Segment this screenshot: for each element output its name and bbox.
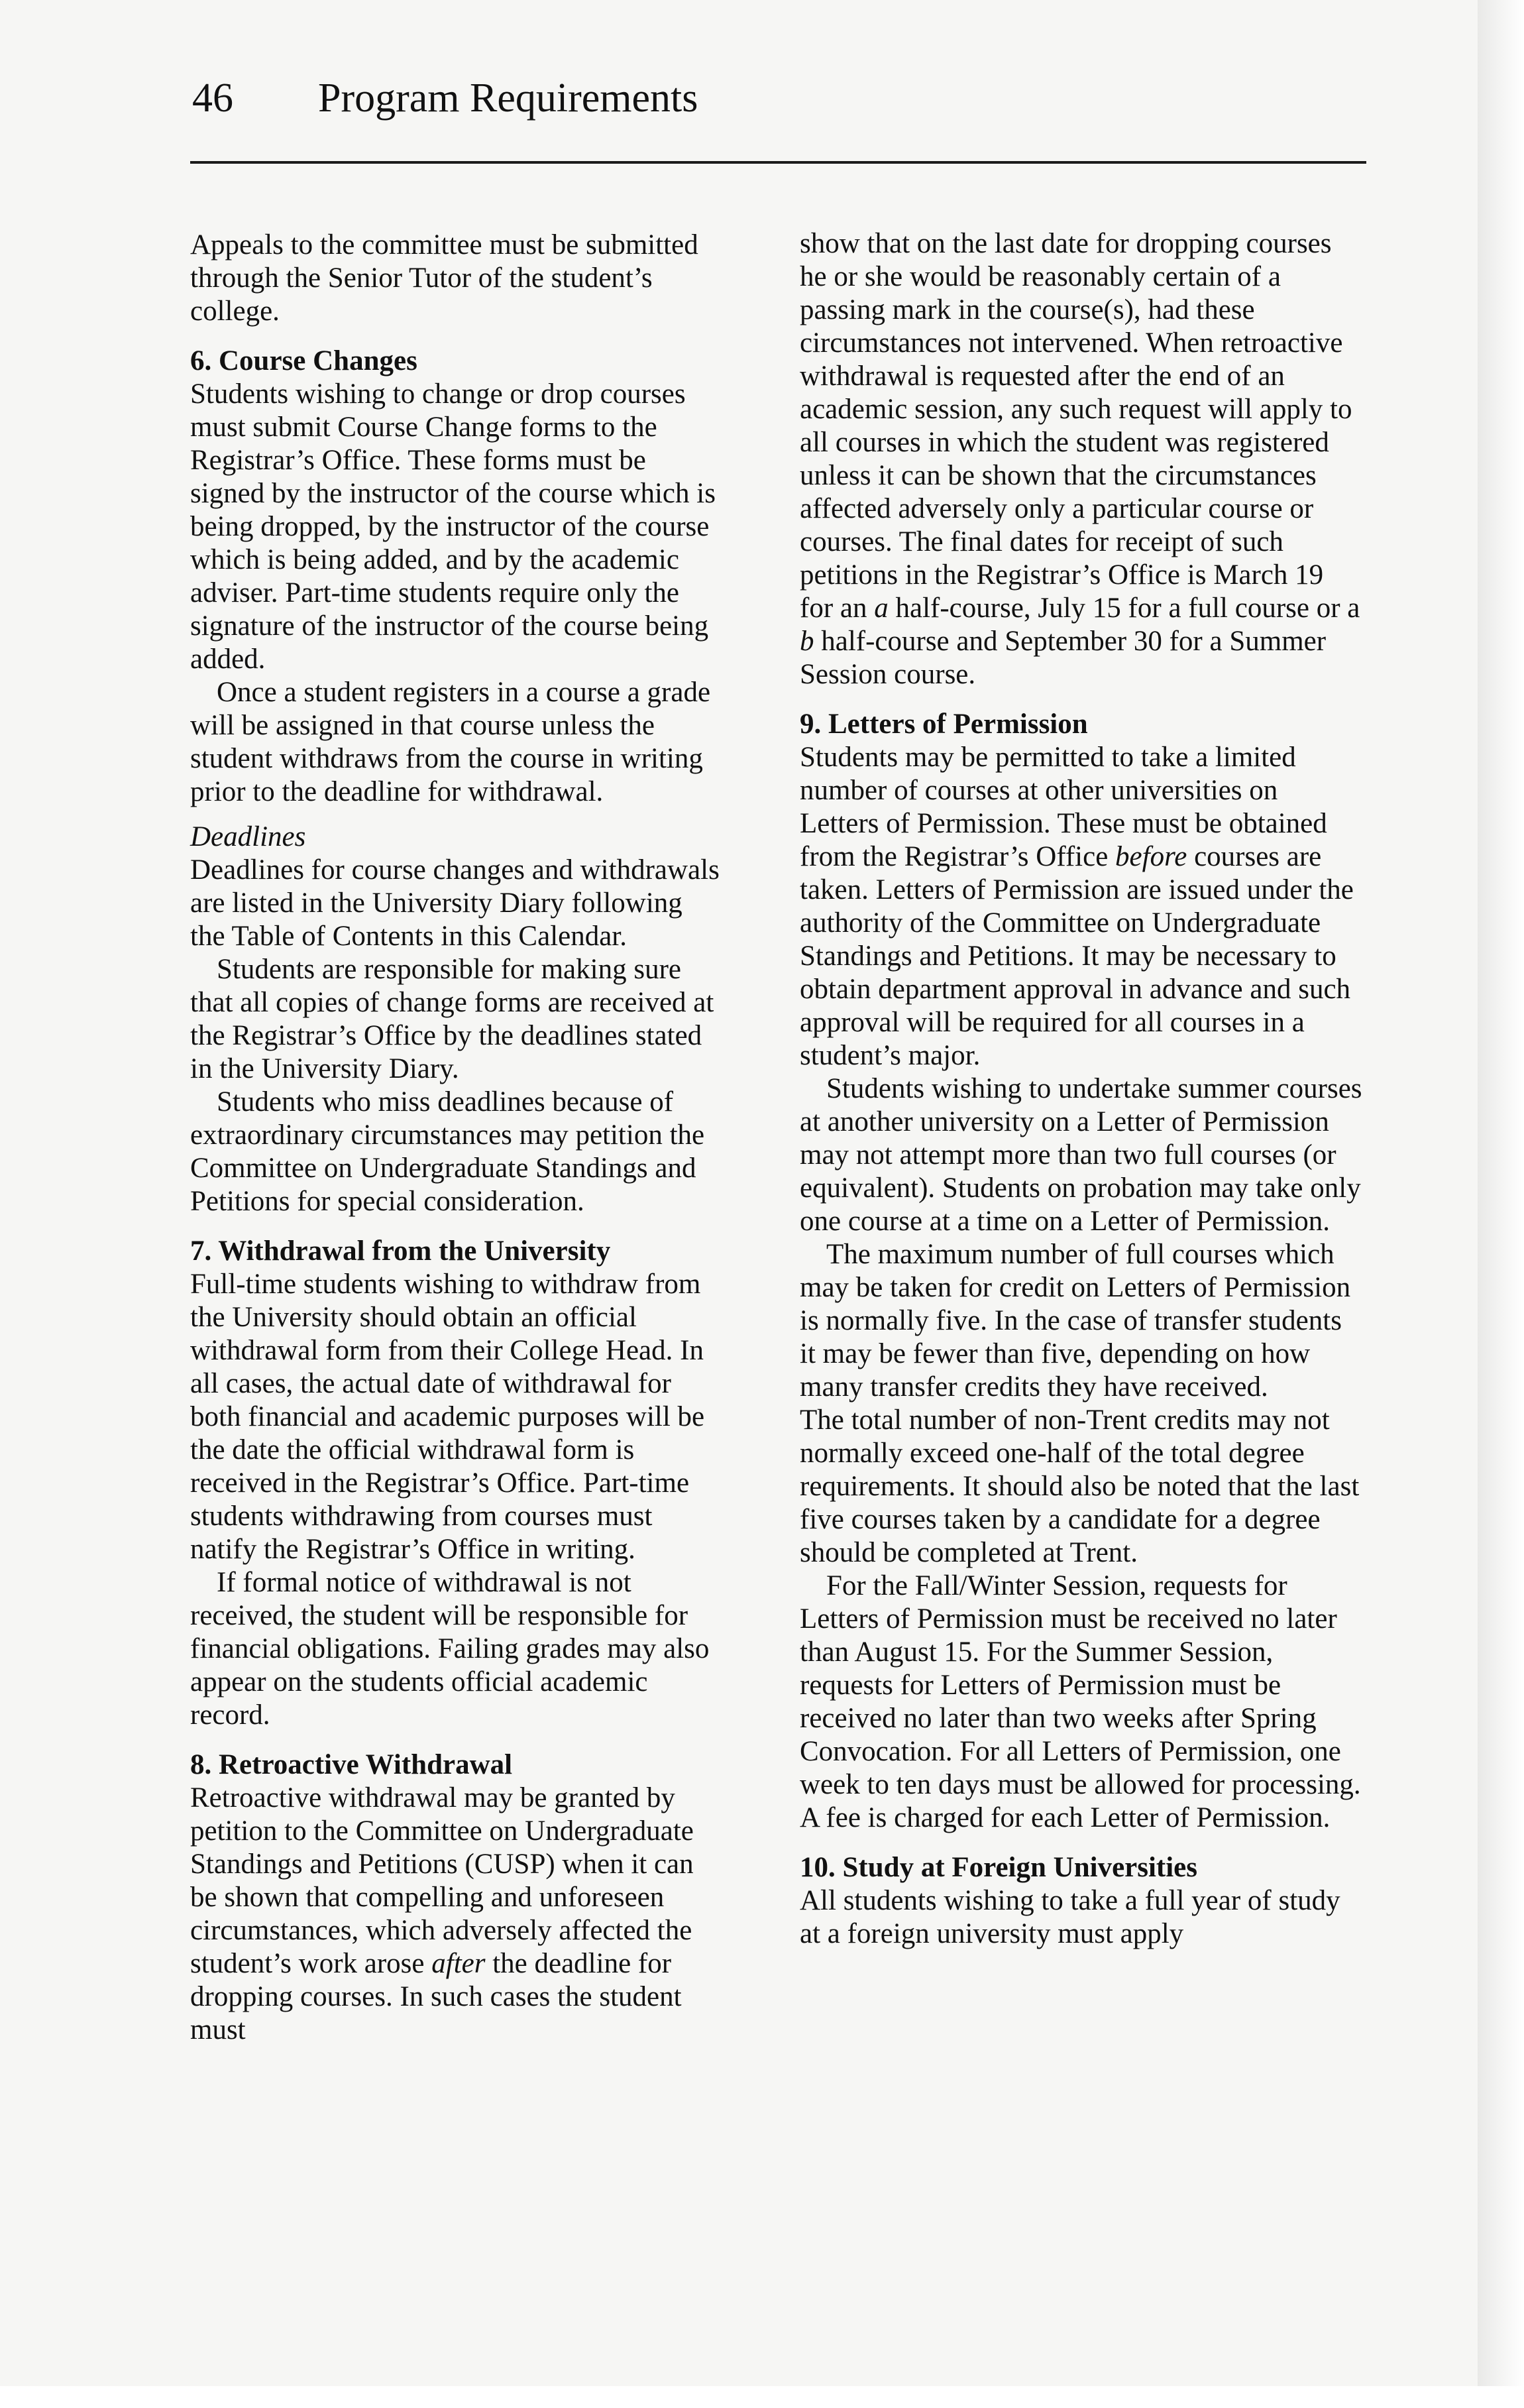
left-column [190, 229, 720, 2047]
section-10-paragraph-1: All students wishing to take a full year of study at a foreign university must apply [800, 1885, 1340, 1949]
section-6-paragraph-4: Students are responsible for making sure that all copies of change forms are received at the Registrar’s Office by the deadlines stated in the University Diary. [190, 954, 714, 1084]
section-9-paragraph-4: The total number of non-Trent credits may not normally exceed one-half of the total degree requirements. It should also be noted that the last five courses taken by a candidate for a degree should be completed at Trent. [800, 1405, 1360, 1568]
deadlines-subheading: Deadlines [190, 821, 306, 852]
section-6-paragraph-2: Once a student registers in a course a grade will be assigned in that course unless the student withdraws from the course in writing prior to the deadline for withdrawal. [190, 677, 711, 807]
section-9-heading: 9. Letters of Permission [800, 709, 1088, 740]
section-9-text-b: courses are taken. Letters of Permission are issued under the authority of the Committee on Undergraduate Standings and Petitions. It may be necessary to obtain department approval in advance and such approval will be required for all courses in a student’s major. [800, 841, 1354, 1071]
section-7-heading: 7. Withdrawal from the University [190, 1235, 611, 1267]
section-8-emphasis: after [431, 1948, 486, 1979]
section-9-paragraph-1 [800, 741, 1363, 1072]
section-9-text-a: Students may be permitted to take a limited number of courses at other universities on Letters of Permission. These must be obtained from the Registrar’s Office [800, 742, 1327, 872]
section-9-paragraph-5: For the Fall/Winter Session, requests for Letters of Permission must be received no later than August 15. For the Summer Session, requests for Letters of Permission must be received no later than two weeks after Spring Convocation. For all Letters of Permission, one week to ten days must be allowed for processing. A fee is charged for each Letter of Permission. [800, 1570, 1361, 1833]
section-9-emphasis: before [1115, 841, 1187, 872]
section-title: Program Requirements [318, 76, 698, 121]
section-8-cont-em-a: a [874, 593, 889, 624]
page-number: 46 [192, 76, 233, 121]
section-7-paragraph-1: Full-time students wishing to withdraw from the University should obtain an official withdrawal form from their College Head. In all cases, the actual date of withdrawal for both financial and academic purposes will be the date the official withdrawal form is received in the Registrar’s Office. Part-time students withdrawing from courses must natify the Registrar’s Office in writing. [190, 1269, 705, 1565]
header-rule [190, 161, 1366, 164]
section-6-heading: 6. Course Changes [190, 345, 417, 376]
section-8-heading: 8. Retroactive Withdrawal [190, 1749, 513, 1780]
section-6-paragraph-5: Students who miss deadlines because of extraordinary circumstances may petition the Committee on Undergraduate Standings and Petitions for special consideration. [190, 1086, 705, 1217]
section-9-paragraph-3: The maximum number of full courses which may be taken for credit on Letters of Permission is normally five. In the case of transfer students it may be fewer than five, depending on how many transfer credits they have received. [800, 1239, 1351, 1403]
section-7-paragraph-2: If formal notice of withdrawal is not received, the student will be responsible for financial obligations. Failing grades may also appear on the students official academic record. [190, 1567, 710, 1731]
page-header [192, 72, 698, 125]
section-8-text-a: Retroactive withdrawal may be granted by petition to the Committee on Undergraduate Standings and Petitions (CUSP) when it can be shown that compelling and unforeseen circumstances, which adversely affected the student’s work arose [190, 1782, 694, 1979]
section-8-cont-text: show that on the last date for dropping courses he or she would be reasonably certain of a passing mark in the course(s), had these circumstances not intervened. When retroactive withdrawal is requested after the end of an academic session, any such request will apply to all courses in which the student was registered unless it can be shown that the circumstances affected adversely only a particular course or courses. The final dates for receipt of such petitions in the Registrar’s Office is March 19 for an [800, 228, 1352, 624]
section-8-cont-em-b: b [800, 626, 814, 657]
section-10-heading: 10. Study at Foreign Universities [800, 1852, 1198, 1883]
section-8-paragraph-1 [190, 1782, 720, 2047]
section-8-continued [800, 227, 1363, 691]
section-8-cont-end: half-course and September 30 for a Summer Session course. [800, 626, 1327, 690]
page-edge-right [1478, 0, 1524, 2408]
section-6-paragraph-1: Students wishing to change or drop courses must submit Course Change forms to the Registrar’s Office. These forms must be signed by the instructor of the course which is being dropped, by the instructor of the course which is being added, and by the academic adviser. Part-time students require only the signature of the instructor of the course being added. [190, 378, 716, 675]
section-8-text-b: the deadline for dropping courses. In such cases the student must [190, 1948, 682, 2045]
page-edge-bottom [0, 2386, 1524, 2408]
section-6-paragraph-3: Deadlines for course changes and withdrawals are listed in the University Diary following the Table of Contents in this Calendar. [190, 854, 720, 952]
section-9-paragraph-2: Students wishing to undertake summer courses at another university on a Letter of Permission may not attempt more than two full courses (or equivalent). Students on probation may take only one course at a time on a Letter of Permission. [800, 1073, 1362, 1237]
section-8-cont-mid: half-course, July 15 for a full course or a [888, 593, 1360, 624]
intro-paragraph: Appeals to the committee must be submitted through the Senior Tutor of the student’s college. [190, 229, 698, 327]
right-column [800, 227, 1363, 1951]
